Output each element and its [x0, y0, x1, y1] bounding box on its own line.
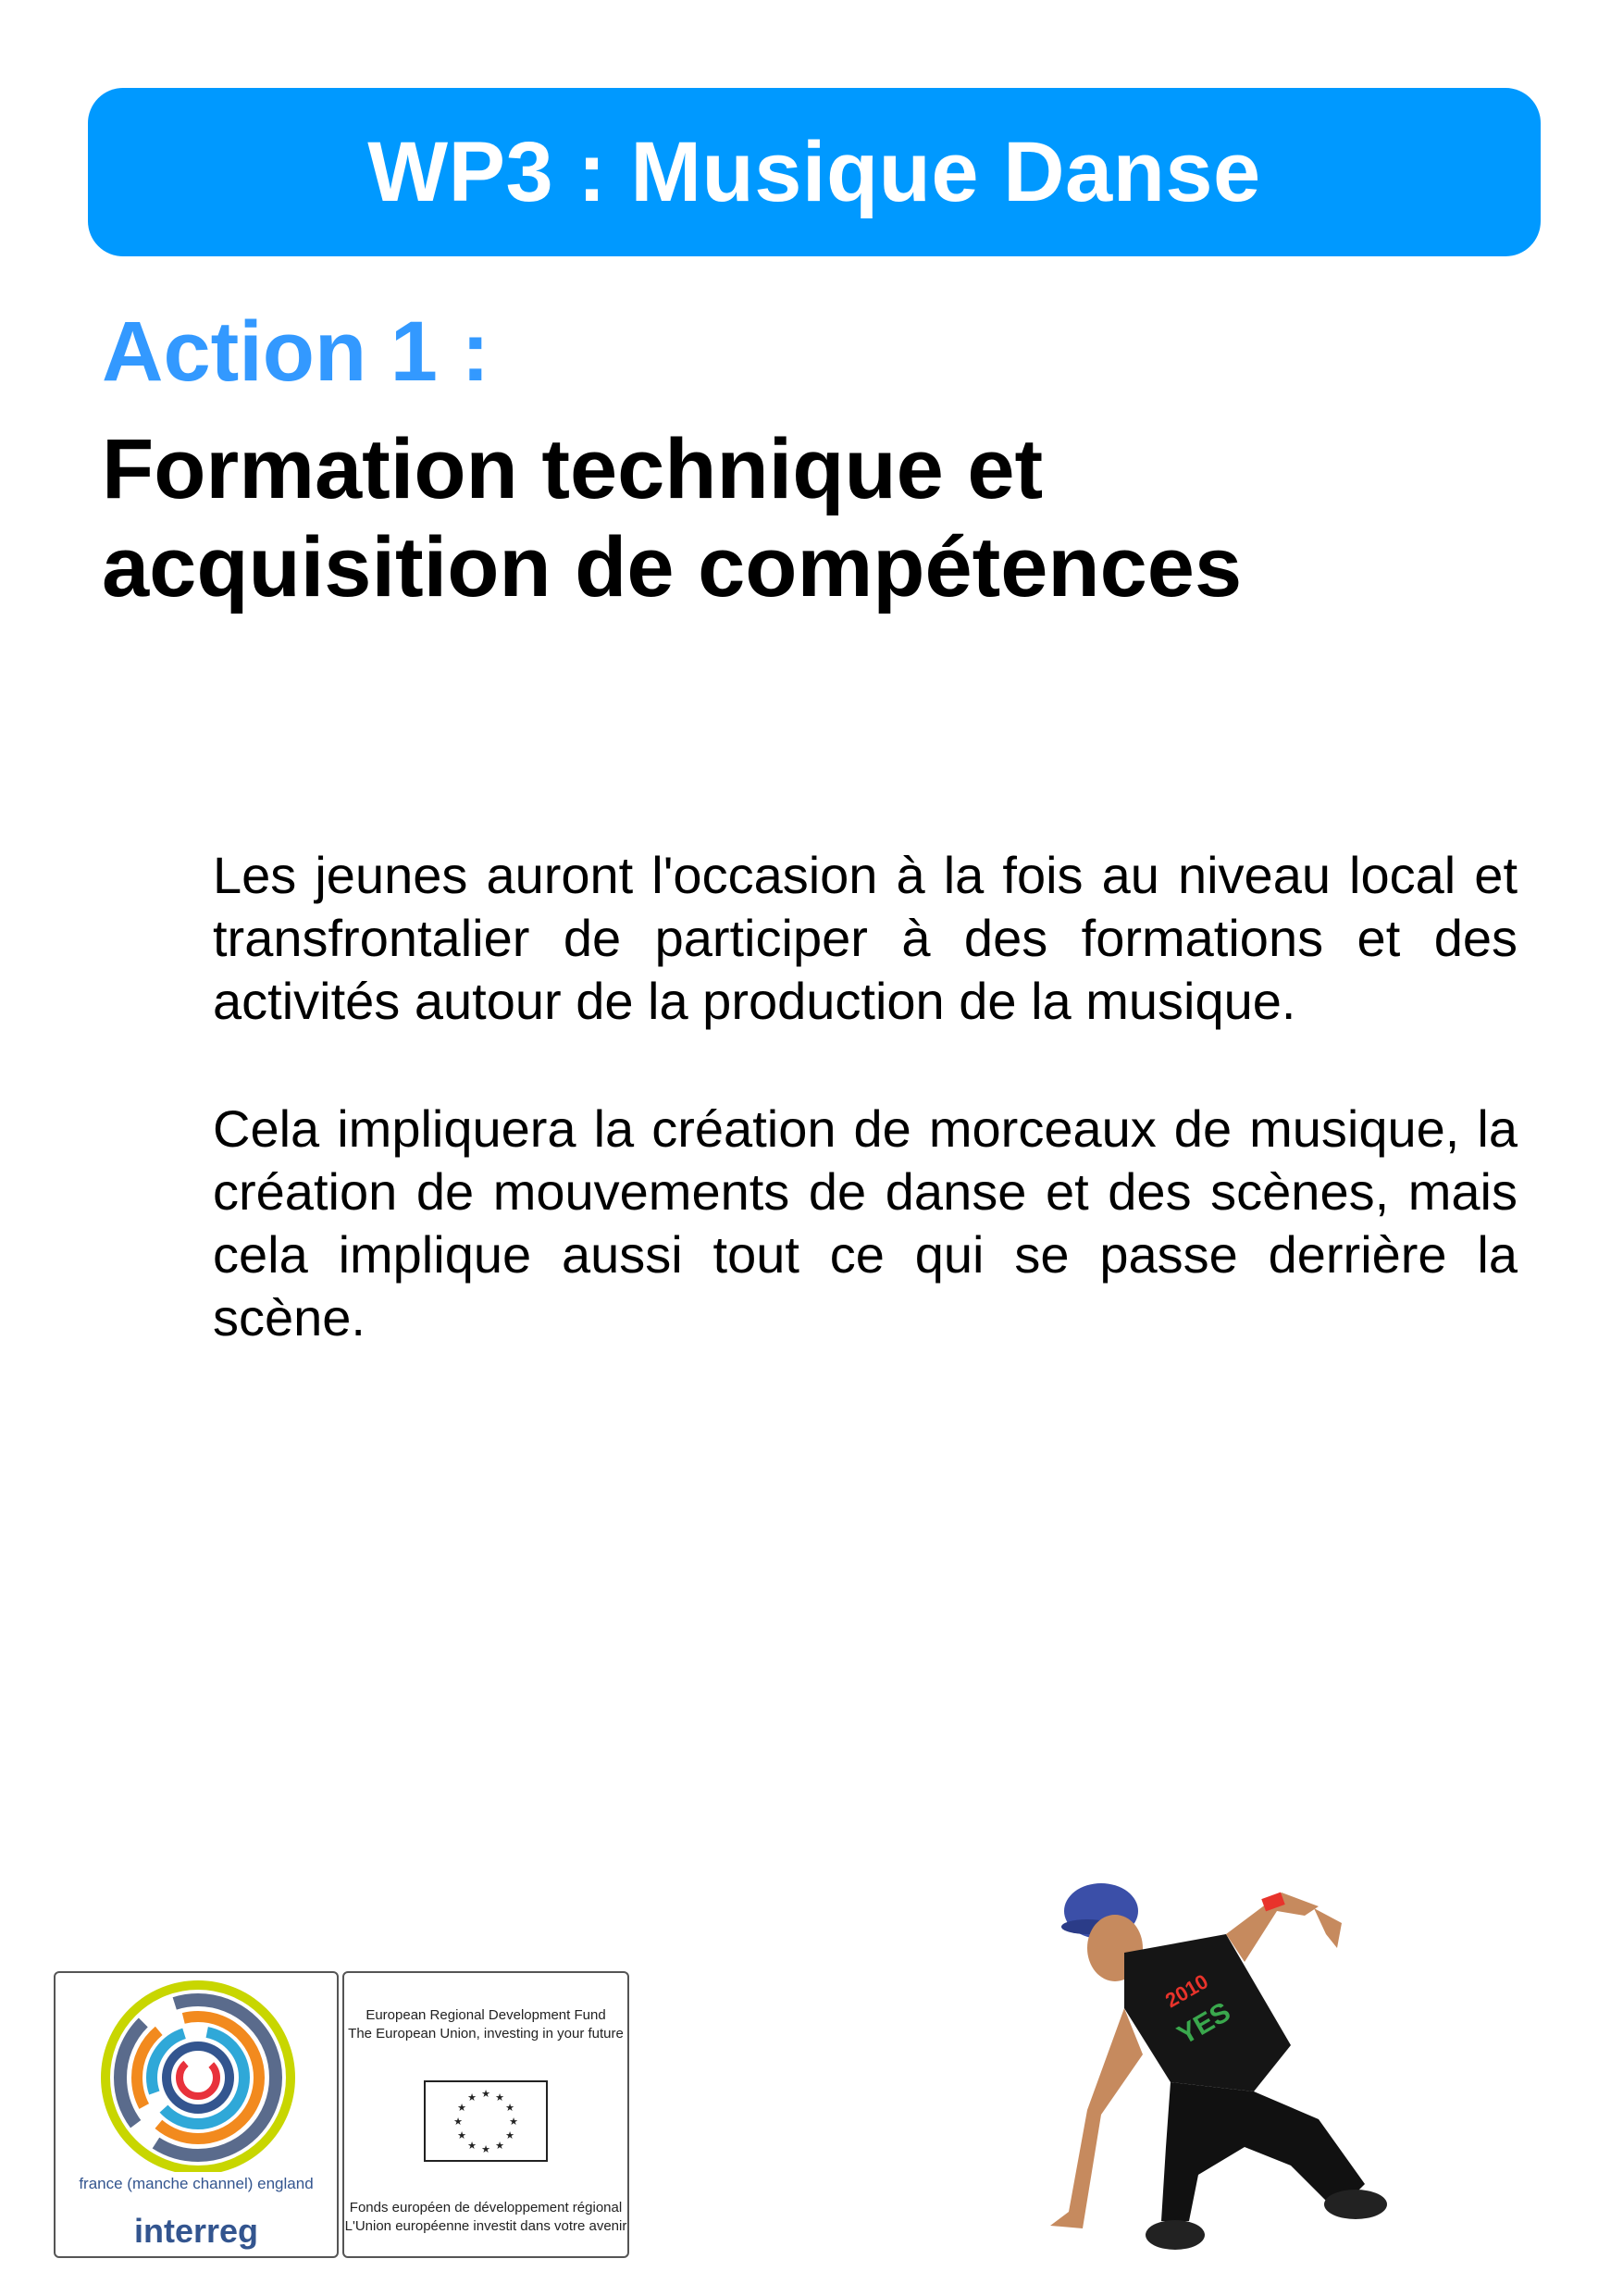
interreg-manche: manche: [131, 2175, 189, 2192]
svg-text:★: ★: [457, 2129, 466, 2141]
action-label: Action 1 :: [102, 304, 490, 399]
body-text: [213, 844, 1518, 1414]
svg-text:★: ★: [505, 2102, 514, 2114]
svg-text:★: ★: [505, 2129, 514, 2141]
svg-text:★: ★: [453, 2116, 463, 2128]
interreg-rings-icon: [56, 1978, 341, 2172]
paragraph-2: Cela impliquera la création de morceaux de musique, la création de mouvements de danse et des scènes, mais cela implique aussi tout ce qui se passe derrière la scène.: [213, 1099, 1518, 1347]
eu-line-4: L'Union européenne investit dans votre avenir: [344, 2218, 627, 2234]
svg-text:★: ★: [509, 2116, 518, 2128]
interreg-channel: channel: [192, 2175, 248, 2192]
svg-text:★: ★: [467, 2140, 477, 2152]
svg-text:2010: 2010: [1161, 1969, 1212, 2013]
svg-text:★: ★: [495, 2091, 504, 2104]
svg-text:★: ★: [481, 2143, 490, 2155]
action-heading-line-1: Formation technique et: [102, 422, 1044, 516]
interreg-partners-row: france (manche channel) england: [79, 2175, 314, 2192]
svg-text:★: ★: [467, 2091, 477, 2104]
page-title: WP3 : Musique Danse: [367, 124, 1261, 219]
eu-line-3: Fonds européen de développement régional: [349, 2200, 623, 2215]
svg-text:★: ★: [481, 2088, 490, 2100]
svg-text:★: ★: [457, 2102, 466, 2114]
dancer-photo: [1013, 1869, 1430, 2258]
eu-line-2: The European Union, investing in your future: [348, 2026, 624, 2042]
eu-fund-logo: [342, 1971, 629, 2258]
interreg-logo: [54, 1971, 339, 2258]
interreg-brand: interreg: [133, 2212, 259, 2250]
eu-line-1: European Regional Development Fund: [365, 2007, 606, 2023]
interreg-england: england: [257, 2175, 314, 2192]
action-heading: [102, 421, 1490, 617]
eu-flag-icon: [424, 2080, 548, 2162]
title-banner: [88, 88, 1541, 256]
svg-text:★: ★: [495, 2140, 504, 2152]
action-heading-line-2: acquisition de compétences: [102, 519, 1243, 614]
interreg-france: france: [79, 2175, 123, 2192]
svg-text:YES: YES: [1172, 1996, 1236, 2052]
paragraph-1: Les jeunes auront l'occasion à la fois au niveau local et transfrontalier de participer à des formations et des activités autour de la production de la musique.: [213, 846, 1518, 1030]
